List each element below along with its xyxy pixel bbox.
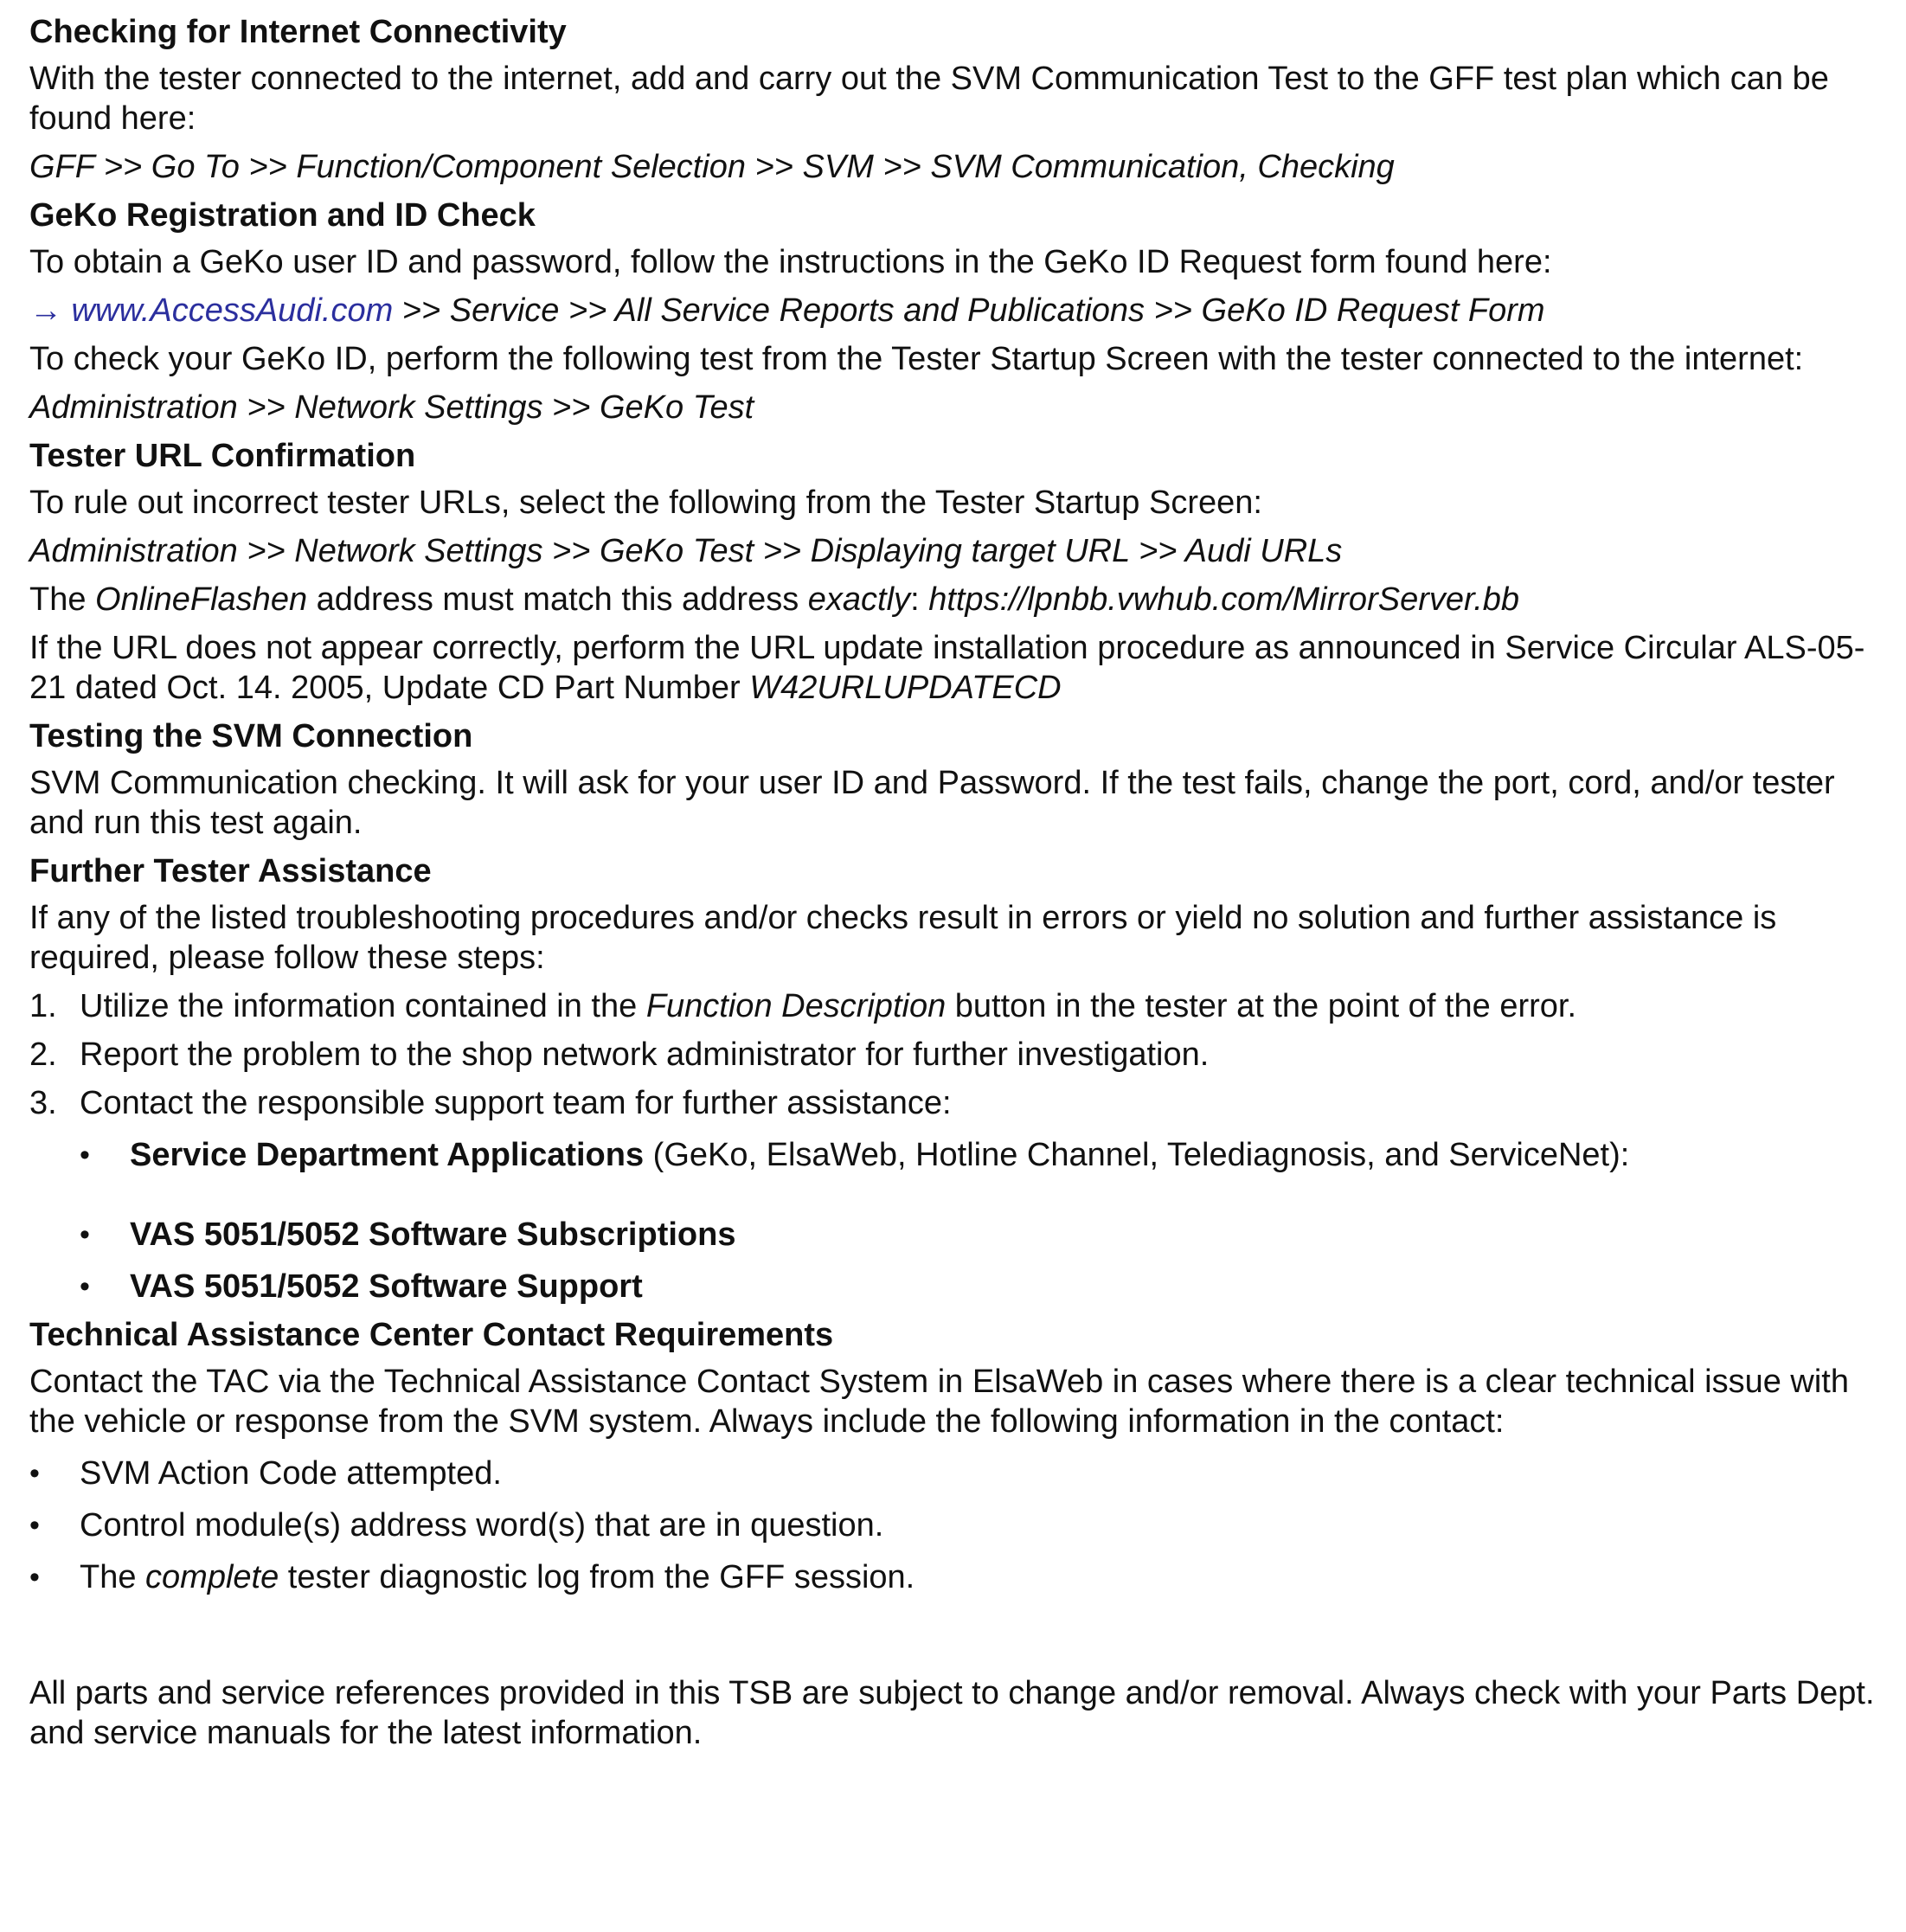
footer-disclaimer: All parts and service references provided in this TSB are subject to change and/or removal. Always check with your Parts Dept. and service manuals for the latest information.: [29, 1675, 1875, 1751]
list-item: [29, 1082, 1877, 1130]
requirement-text: [80, 1557, 914, 1597]
geko-body-1: To obtain a GeKo user ID and password, follow the instructions in the GeKo ID Request form found here:: [29, 244, 1552, 280]
step-number: 3.: [29, 1085, 57, 1121]
internet-body: With the tester connected to the internet, add and carry out the SVM Communication Test to the GFF test plan which can be found here:: [29, 61, 1829, 137]
further-body: If any of the listed troubleshooting procedures and/or checks result in errors or yield no solution and further assistance is required, please follow these steps:: [29, 900, 1777, 976]
step-text-pre: Utilize the information contained in the: [80, 988, 646, 1024]
team-name: Service Department Applications: [130, 1137, 645, 1173]
heading-svm-connection: Testing the SVM Connection: [29, 718, 473, 754]
url-match-line: [29, 578, 1877, 626]
bullet-icon: •: [29, 1457, 40, 1490]
requirement-pre: The: [80, 1559, 146, 1595]
geko-nav-path: Administration >> Network Settings >> GeKo Test: [29, 389, 754, 426]
requirement-post: tester diagnostic log from the GFF session.: [279, 1559, 915, 1595]
url-match-mid: address must match this address: [307, 581, 808, 618]
heading-geko-registration: GeKo Registration and ID Check: [29, 197, 536, 234]
list-item: [29, 1130, 1877, 1210]
url-match-pre: The: [29, 581, 96, 618]
list-item: [29, 1033, 1877, 1082]
step-text: Report the problem to the shop network administrator for further investigation.: [80, 1037, 1210, 1073]
heading-further-assistance: Further Tester Assistance: [29, 853, 432, 889]
team-text: [130, 1135, 1629, 1175]
team-name: VAS 5051/5052 Software Subscriptions: [130, 1216, 736, 1253]
mirror-server-url: https://lpnbb.vwhub.com/MirrorServer.bb: [928, 581, 1520, 618]
url-update-text: If the URL does not appear correctly, perform the URL update installation procedure as announced in Service Circular ALS-05-21 dated Oct. 14. 2005, Update CD Part Number: [29, 630, 1865, 706]
steps-list: [29, 985, 1877, 1130]
list-item: [29, 1500, 1877, 1552]
support-teams-list: [29, 1130, 1877, 1313]
list-item: [29, 1448, 1877, 1500]
exactly-term: exactly: [807, 581, 911, 618]
list-item: [29, 1210, 1877, 1261]
section-spacer: [29, 1604, 1877, 1672]
step-number: 2.: [29, 1037, 57, 1073]
internet-nav-path: GFF >> Go To >> Function/Component Selection >> SVM >> SVM Communication, Checking: [29, 149, 1395, 185]
url-body-1: To rule out incorrect tester URLs, select the following from the Tester Startup Screen:: [29, 485, 1262, 521]
url-nav-path: Administration >> Network Settings >> GeKo Test >> Displaying target URL >> Audi URLs: [29, 533, 1343, 569]
geko-link-line: [29, 289, 1877, 337]
tac-body: Contact the TAC via the Technical Assistance Contact System in ElsaWeb in cases where there is a clear technical issue with the vehicle or response from the SVM system. Always include the following information in the contact:: [29, 1364, 1849, 1440]
step-text: [80, 986, 1576, 1026]
team-name: VAS 5051/5052 Software Support: [130, 1268, 643, 1305]
requirement-text: SVM Action Code attempted.: [80, 1455, 502, 1492]
bullet-icon: •: [80, 1218, 90, 1251]
bullet-icon: •: [80, 1139, 90, 1171]
onlineflashen-term: OnlineFlashen: [95, 581, 308, 618]
requirement-text: Control module(s) address word(s) that are in question.: [80, 1507, 884, 1544]
tac-requirements-list: [29, 1448, 1877, 1604]
bullet-icon: •: [29, 1509, 40, 1542]
team-detail: (GeKo, ElsaWeb, Hotline Channel, Telediagnosis, and ServiceNet):: [644, 1137, 1630, 1173]
step-text: Contact the responsible support team for further assistance:: [80, 1085, 952, 1121]
function-description-term: Function Description: [645, 988, 947, 1024]
accessaudi-link[interactable]: → www.AccessAudi.com: [29, 292, 394, 329]
list-item: [29, 1261, 1877, 1313]
list-item: [29, 1552, 1877, 1604]
bullet-icon: •: [29, 1561, 40, 1594]
geko-link-path: >> Service >> All Service Reports and Publications >> GeKo ID Request Form: [393, 292, 1545, 329]
step-text-post: button in the tester at the point of the error.: [946, 988, 1577, 1024]
list-item: [29, 985, 1877, 1033]
heading-internet-connectivity: Checking for Internet Connectivity: [29, 14, 567, 50]
heading-tac-requirements: Technical Assistance Center Contact Requirements: [29, 1317, 834, 1353]
part-number: W42URLUPDATECD: [749, 670, 1062, 706]
heading-tester-url: Tester URL Confirmation: [29, 438, 416, 474]
url-match-colon: :: [910, 581, 929, 618]
step-number: 1.: [29, 988, 57, 1024]
complete-term: complete: [145, 1559, 279, 1595]
bullet-icon: •: [80, 1270, 90, 1303]
url-body-3: [29, 626, 1877, 715]
geko-body-2: To check your GeKo ID, perform the following test from the Tester Startup Screen with the tester connected to the internet:: [29, 341, 1804, 377]
svm-body: SVM Communication checking. It will ask for your user ID and Password. If the test fails, change the port, cord, and/or tester and run this test again.: [29, 765, 1835, 841]
